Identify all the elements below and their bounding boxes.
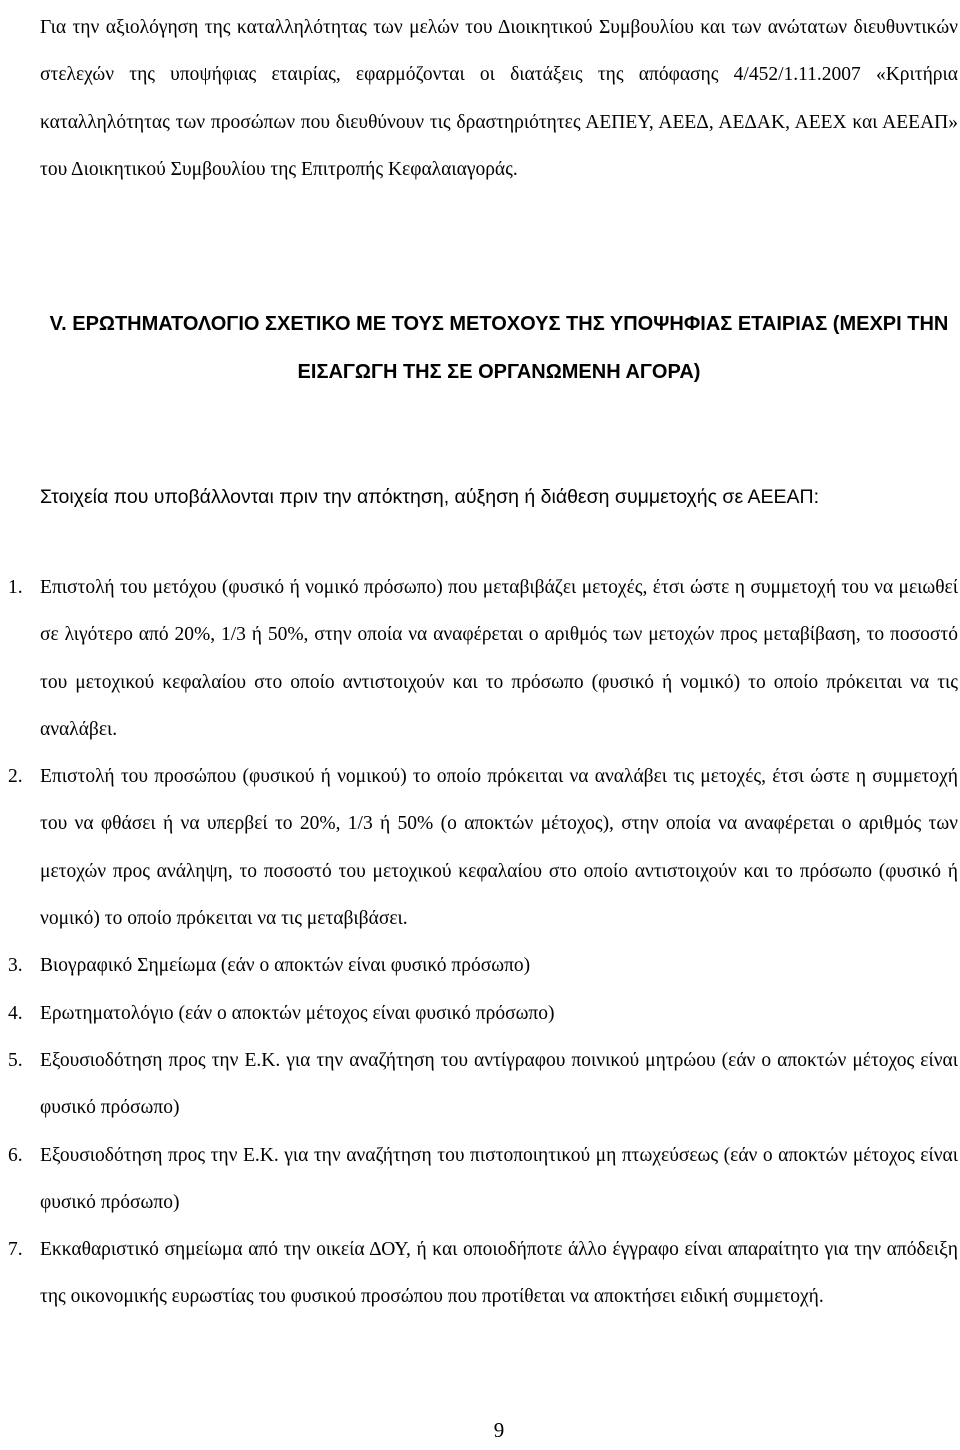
list-item-number: 2. [8, 766, 23, 788]
page-number: 9 [493, 1418, 505, 1442]
list-item-text: Βιογραφικό Σημείωμα (εάν ο αποκτών είναι φυσικό πρόσωπο) [40, 955, 531, 977]
list-item-number: 4. [8, 1002, 23, 1024]
list-item [0, 990, 958, 1037]
list-item-number: 1. [8, 577, 23, 598]
list-item-number: 5. [8, 1049, 23, 1071]
list-item-text: Εξουσιοδότηση προς την Ε.Κ. για την αναζήτηση του πιστοποιητικού μη πτωχεύσεως (εάν ο αποκτών μέτοχος είναι φυσικό πρόσωπο) [40, 1144, 958, 1213]
list-item-text: Επιστολή του προσώπου (φυσικού ή νομικού) το οποίο πρόκειται να αναλάβει τις μετοχές, έτσι ώστε η συμμετοχή του να φθάσει ή να υπερβεί το 20%, 1/3 ή 50% (ο αποκτών μέτοχος), στην οποία να αναφέρεται ο αριθμός των μετοχών προς ανάληψη, το ποσοστό του μετοχικού κεφαλαίου στο οποίο αντιστοιχούν και το πρόσωπο (φυσικό ή νομικό) το οποίο πρόκειται να τις μεταβιβάσει. [40, 766, 958, 930]
list-item [0, 1226, 958, 1321]
list-item-number: 7. [8, 1239, 23, 1261]
list-item-text: Εκκαθαριστικό σημείωμα από την οικεία ΔΟΥ, ή και οποιοδήποτε άλλο έγγραφο είναι απαραίτητο για την απόδειξη της οικονομικής ευρωστίας του φυσικού προσώπου που προτίθεται να αποκτήσει ειδική συμμετοχή. [40, 1239, 958, 1308]
section-subheading: Στοιχεία που υποβάλλονται πριν την απόκτηση, αύξηση ή διάθεση συμμετοχής σε ΑΕΕΑΠ: [40, 486, 820, 508]
requirements-list [0, 564, 960, 1321]
list-item [0, 1037, 958, 1132]
section-heading: V. ΕΡΩΤΗΜΑΤΟΛΟΓΙΟ ΣΧΕΤΙΚΟ ΜΕ ΤΟΥΣ ΜΕΤΟΧΟΥΣ ΤΗΣ ΥΠΟΨΗΦΙΑΣ ΕΤΑΙΡΙΑΣ (ΜΕΧΡΙ ΤΗΝ ΕΙΣΑΓΩΓΗ ΤΗΣ ΣΕ ΟΡΓΑΝΩΜΕΝΗ ΑΓΟΡΑ) [49, 313, 949, 383]
list-item [0, 1132, 958, 1227]
list-item-text: Εξουσιοδότηση προς την Ε.Κ. για την αναζήτηση του αντίγραφου ποινικού μητρώου (εάν ο αποκτών μέτοχος είναι φυσικό πρόσωπο) [40, 1049, 958, 1119]
list-item-number: 6. [8, 1144, 23, 1166]
list-item [0, 564, 958, 753]
intro-paragraph: Για την αξιολόγηση της καταλληλότητας των μελών του Διοικητικού Συμβουλίου και των ανώτατων διευθυντικών στελεχών της υποψήφιας εταιρίας, εφαρμόζονται οι διατάξεις της απόφασης 4/452/1.11.2007 «Κριτήρια καταλληλότητας των προσώπων που διευθύνουν τις δραστηριότητες ΑΕΠΕΥ, ΑΕΕΔ, ΑΕΔΑΚ, ΑΕΕΧ και ΑΕΕΑΠ» του Διοικητικού Συμβουλίου της Επιτροπής Κεφαλαιαγοράς. [40, 17, 958, 180]
list-item-text: Ερωτηματολόγιο (εάν ο αποκτών μέτοχος είναι φυσικό πρόσωπο) [40, 1002, 555, 1024]
list-item [0, 753, 958, 942]
list-item [0, 942, 958, 989]
list-item-text: Επιστολή του μετόχου (φυσικό ή νομικό πρόσωπο) που μεταβιβάζει μετοχές, έτσι ώστε η συμμετοχή του να μειωθεί σε λιγότερο από 20%, 1/3 ή 50%, στην οποία να αναφέρεται ο αριθμός των μετοχών προς μεταβίβαση, το ποσοστό του μετοχικού κεφαλαίου στο οποίο αντιστοιχούν και το πρόσωπο (φυσικό ή νομικό) το οποίο πρόκειται να τις αναλάβει. [40, 577, 958, 740]
list-item-number: 3. [8, 955, 23, 977]
